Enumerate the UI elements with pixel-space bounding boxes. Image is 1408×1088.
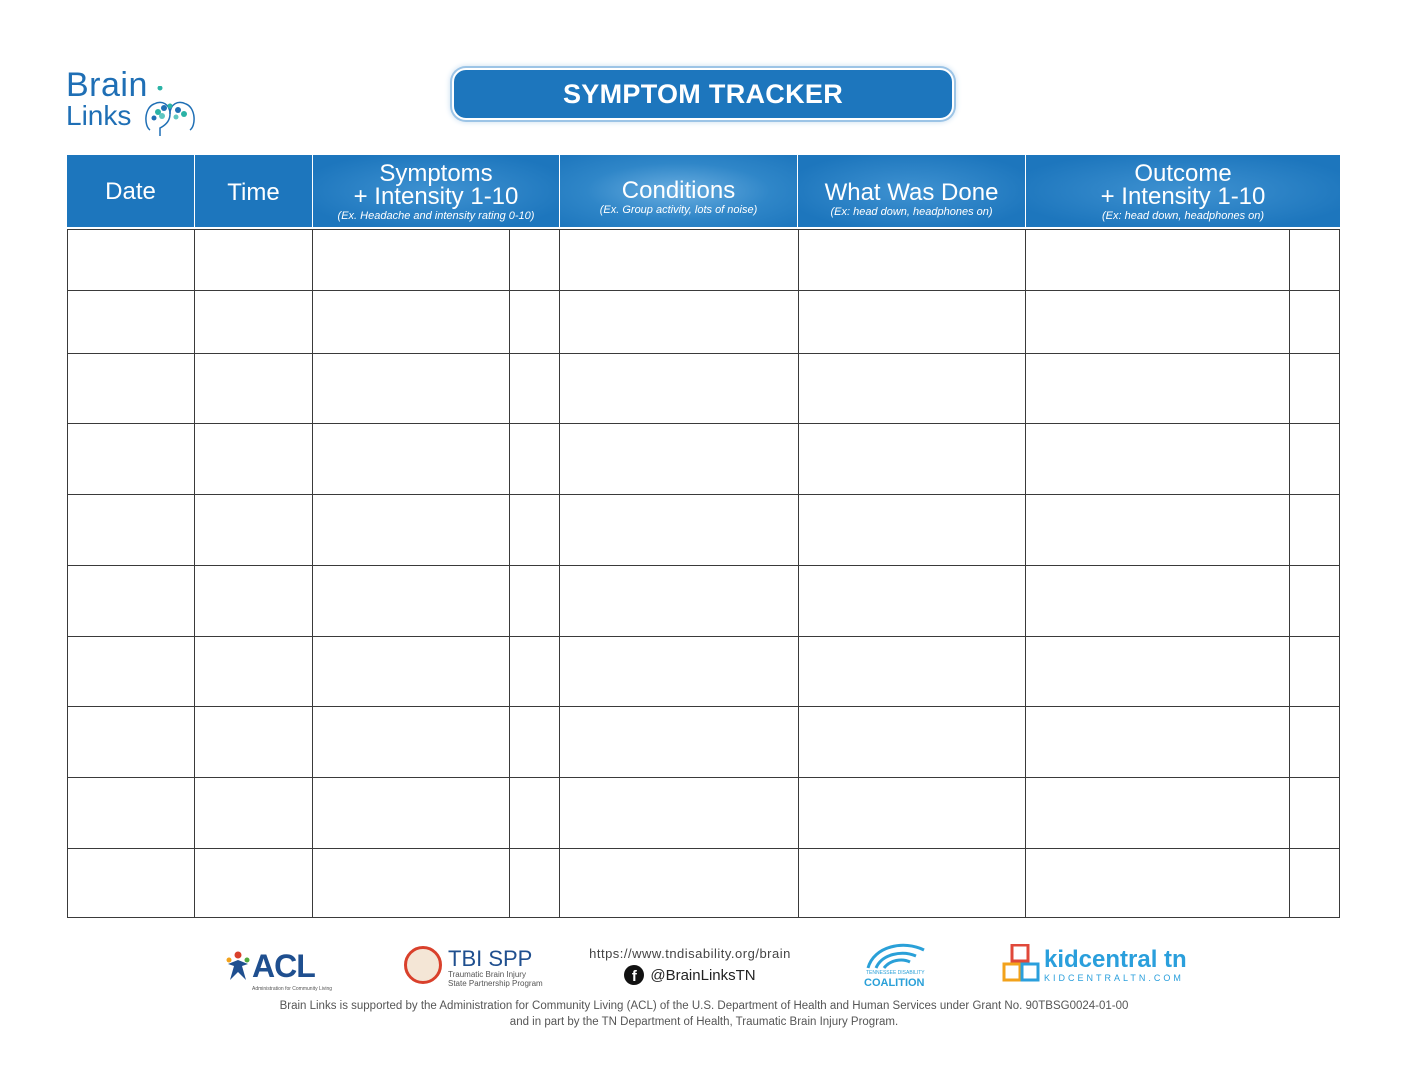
grid-column-line — [798, 229, 799, 918]
column-header-time — [195, 155, 313, 227]
disclaimer-line-2: and in part by the TN Department of Health, Traumatic Brain Injury Program. — [509, 1016, 899, 1028]
grid-row-line — [67, 565, 1340, 566]
table-header — [67, 155, 1340, 227]
grid-row-line — [67, 848, 1340, 849]
grid-column-line — [67, 229, 68, 918]
tbi-brain-icon — [404, 946, 442, 984]
tbi-subtitle-line1: Traumatic Brain Injury — [448, 970, 526, 979]
column-label: Time — [227, 179, 280, 206]
grid-row-line — [67, 290, 1340, 291]
facebook-icon: f — [624, 965, 644, 985]
column-header-what-was-done — [798, 155, 1026, 227]
brain-heads-icon — [140, 86, 196, 140]
column-label-line2: + Intensity 1-10 — [1100, 183, 1266, 210]
tbi-subtitle-line2: State Partnership Program — [448, 979, 543, 988]
column-header-date — [67, 155, 195, 227]
coalition-name: COALITION — [864, 977, 925, 989]
brain-links-logo — [66, 66, 206, 146]
grid-row-line — [67, 917, 1340, 918]
table-body — [67, 229, 1340, 918]
acl-logo — [224, 948, 333, 992]
website-link[interactable]: https://www.tndisability.org/brain — [589, 946, 791, 961]
grid-row-line — [67, 423, 1340, 424]
symptom-tracker-table — [67, 155, 1340, 918]
grid-column-line — [1339, 229, 1340, 918]
column-example: (Ex: head down, headphones on) — [1101, 210, 1265, 222]
tbi-spp-logo — [404, 946, 543, 990]
tn-disability-coalition-logo — [862, 940, 932, 990]
tbi-name: TBI SPP — [448, 946, 533, 971]
logo-text-links: Links — [66, 100, 132, 131]
acl-people-icon — [224, 950, 252, 984]
acl-name: ACL — [252, 948, 315, 984]
page-title: SYMPTOM TRACKER — [562, 78, 843, 109]
grid-row-line — [67, 636, 1340, 637]
column-label: Outcome — [1134, 160, 1232, 187]
acl-tagline: Administration for Community Living — [252, 986, 333, 992]
sponsor-logos — [0, 938, 1408, 994]
column-label: Conditions — [621, 177, 736, 204]
column-example: (Ex. Group activity, lots of noise) — [599, 204, 758, 216]
column-header-conditions — [560, 155, 798, 227]
page-title-banner — [452, 68, 954, 120]
facebook-handle[interactable] — [624, 965, 755, 985]
grid-column-line — [1289, 229, 1290, 918]
column-example: (Ex. Headache and intensity rating 0-10) — [337, 210, 535, 222]
column-example: (Ex: head down, headphones on) — [830, 206, 993, 218]
kidcentral-name: kidcentral tn — [1044, 946, 1187, 973]
kidcentral-blocks-icon — [1002, 944, 1040, 984]
kidcentral-logo — [1002, 944, 1187, 988]
column-label-line2: + Intensity 1-10 — [353, 183, 519, 210]
kidcentral-url: KIDCENTRALTN.COM — [1044, 973, 1184, 983]
column-label: What Was Done — [824, 179, 999, 206]
grid-row-line — [67, 353, 1340, 354]
logo-text-brain: Brain — [66, 66, 148, 104]
grid-row-line — [67, 706, 1340, 707]
grid-column-line — [509, 229, 510, 918]
disclaimer-line-1: Brain Links is supported by the Administration for Community Living (ACL) of the U.S. Department of Health and Human Services under Grant No. 90TBSG0024-01-00 — [279, 1000, 1129, 1012]
column-header-outcome — [1026, 155, 1340, 227]
column-header-symptoms — [313, 155, 560, 227]
grid-column-line — [1025, 229, 1026, 918]
column-label: Date — [105, 178, 156, 205]
grid-row-line — [67, 229, 1340, 230]
funding-disclaimer — [0, 998, 1408, 1030]
grid-column-line — [194, 229, 195, 918]
tbi-subtitle — [448, 970, 543, 988]
column-label: Symptoms — [379, 160, 493, 187]
grid-column-line — [559, 229, 560, 918]
coalition-arc-icon — [864, 940, 928, 970]
contact-info — [560, 946, 820, 996]
facebook-handle-text: @BrainLinksTN — [650, 966, 756, 984]
grid-row-line — [67, 777, 1340, 778]
grid-row-line — [67, 494, 1340, 495]
grid-column-line — [312, 229, 313, 918]
coalition-top-text: TENNESSEE DISABILITY — [866, 970, 925, 976]
